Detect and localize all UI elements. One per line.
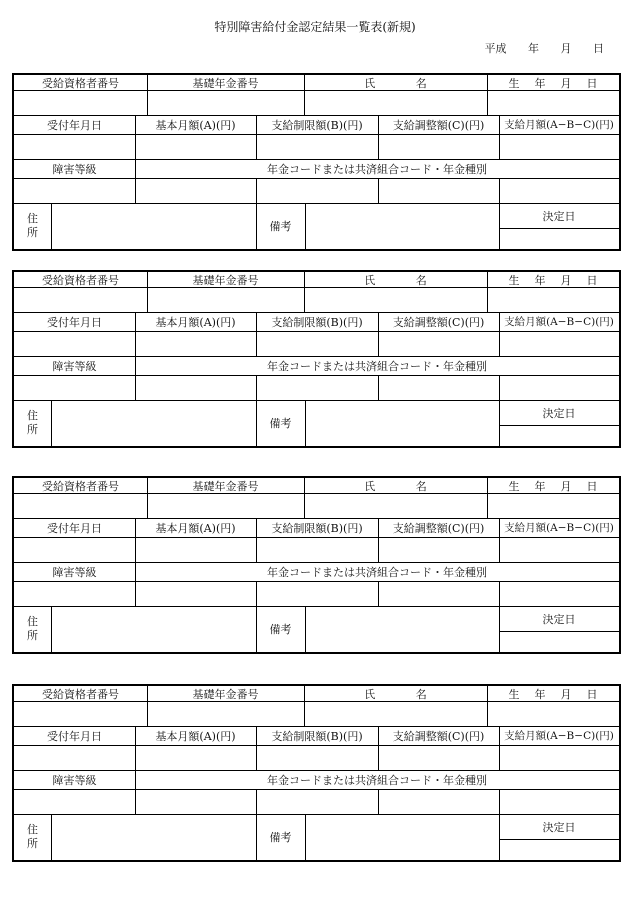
label-uketsuke: 受付年月日: [47, 118, 102, 132]
seigen-field[interactable]: [256, 537, 378, 562]
nenkin-code-field-3[interactable]: [378, 581, 499, 606]
label-sho: 所: [27, 423, 38, 436]
label-seigen: 支給制限額(B)(円): [271, 315, 363, 329]
seigen-field[interactable]: [256, 745, 378, 770]
jukyu-number-field[interactable]: [14, 287, 147, 312]
jukyu-number-field[interactable]: [14, 90, 147, 115]
label-address: [14, 606, 51, 652]
kihon-field[interactable]: [135, 134, 256, 159]
label-name: [304, 272, 487, 287]
kettei-field[interactable]: [499, 425, 619, 446]
shogai-field[interactable]: [14, 581, 135, 606]
shogai-field[interactable]: [14, 375, 135, 400]
label-kihon: 基本月額(A)(円): [155, 118, 236, 132]
label-birth-day: 日: [586, 479, 598, 493]
record-block: [12, 684, 621, 862]
label-chosei: 支給調整額(C)(円): [392, 315, 485, 329]
label-shogai: 障害等級: [52, 162, 97, 176]
nenkin-code-field-2[interactable]: [256, 581, 378, 606]
uketsuke-field[interactable]: [14, 745, 135, 770]
label-birthdate: [487, 478, 619, 493]
label-birth-sei: 生: [508, 479, 520, 493]
label-uketsuke: 受付年月日: [47, 521, 102, 535]
kettei-field[interactable]: [499, 839, 619, 860]
label-ju: 住: [27, 212, 38, 225]
label-birth-day: 日: [586, 273, 598, 287]
label-birth-sei: 生: [508, 76, 520, 90]
seigen-field[interactable]: [256, 331, 378, 356]
label-birth-year: 年: [534, 76, 546, 90]
jukyu-number-field[interactable]: [14, 701, 147, 726]
kihon-field[interactable]: [135, 745, 256, 770]
label-birth-month: 月: [560, 479, 572, 493]
nenkin-code-field-3[interactable]: [378, 178, 499, 203]
label-shikyu: 支給月額(A−B−C)(円): [504, 119, 614, 131]
label-nenkin-code: 年金コードまたは共済組合コード・年金種別: [267, 162, 487, 176]
uketsuke-field[interactable]: [14, 537, 135, 562]
label-uketsuke: 受付年月日: [47, 315, 102, 329]
chosei-field[interactable]: [378, 134, 499, 159]
label-kiso-nenkin: 基礎年金番号: [192, 687, 259, 701]
nenkin-code-field-2[interactable]: [256, 789, 378, 814]
nenkin-code-field-4[interactable]: [499, 581, 619, 606]
label-shogai: 障害等級: [52, 565, 97, 579]
label-birthdate: [487, 272, 619, 287]
label-kihon: 基本月額(A)(円): [155, 521, 236, 535]
chosei-field[interactable]: [378, 537, 499, 562]
label-jukyu-number: 受給資格者番号: [42, 273, 119, 287]
biko-field[interactable]: [305, 814, 499, 860]
label-seigen: 支給制限額(B)(円): [271, 118, 363, 132]
label-jukyu-number: 受給資格者番号: [42, 479, 119, 493]
uketsuke-field[interactable]: [14, 331, 135, 356]
label-birth-year: 年: [534, 479, 546, 493]
date-era: 平成: [484, 42, 507, 55]
label-shogai: 障害等級: [52, 773, 97, 787]
document-title: 特別障害給付金認定結果一覧表(新規): [214, 20, 416, 34]
label-nenkin-code: 年金コードまたは共済組合コード・年金種別: [267, 359, 487, 373]
label-kiso-nenkin: 基礎年金番号: [192, 76, 259, 90]
label-chosei: 支給調整額(C)(円): [392, 729, 485, 743]
biko-field[interactable]: [305, 606, 499, 652]
label-kiso-nenkin: 基礎年金番号: [192, 273, 259, 287]
name-field[interactable]: [304, 493, 487, 518]
label-jukyu-number: 受給資格者番号: [42, 687, 119, 701]
label-birth-month: 月: [560, 273, 572, 287]
label-biko: 備考: [269, 623, 292, 636]
kiso-nenkin-field[interactable]: [147, 701, 304, 726]
address-field[interactable]: [51, 203, 256, 249]
date-day: 日: [593, 42, 604, 55]
shogai-field[interactable]: [14, 178, 135, 203]
name-field[interactable]: [304, 701, 487, 726]
label-biko: 備考: [269, 220, 292, 233]
shikyu-field[interactable]: [499, 331, 619, 356]
biko-field[interactable]: [305, 203, 499, 249]
name-field[interactable]: [304, 90, 487, 115]
label-kettei: 決定日: [542, 209, 576, 223]
birthdate-field[interactable]: [487, 493, 619, 518]
seigen-field[interactable]: [256, 134, 378, 159]
label-chosei: 支給調整額(C)(円): [392, 521, 485, 535]
address-field[interactable]: [51, 400, 256, 446]
nenkin-code-field-4[interactable]: [499, 178, 619, 203]
label-mei: 名: [415, 273, 427, 287]
label-name: [304, 478, 487, 493]
date-year: 年: [528, 42, 539, 55]
label-biko: 備考: [269, 831, 292, 844]
label-mei: 名: [415, 687, 427, 701]
document-date: [473, 40, 605, 56]
label-shi: 氏: [364, 479, 376, 493]
label-address: [14, 814, 51, 860]
nenkin-code-field-3[interactable]: [378, 375, 499, 400]
label-ju: 住: [27, 823, 38, 836]
birthdate-field[interactable]: [487, 90, 619, 115]
nenkin-code-field-4[interactable]: [499, 375, 619, 400]
kihon-field[interactable]: [135, 537, 256, 562]
label-shikyu: 支給月額(A−B−C)(円): [504, 316, 614, 328]
label-biko: 備考: [269, 417, 292, 430]
kihon-field[interactable]: [135, 331, 256, 356]
kiso-nenkin-field[interactable]: [147, 90, 304, 115]
kettei-field[interactable]: [499, 228, 619, 249]
kettei-field[interactable]: [499, 631, 619, 652]
label-birth-month: 月: [560, 687, 572, 701]
label-birth-month: 月: [560, 76, 572, 90]
kiso-nenkin-field[interactable]: [147, 493, 304, 518]
address-field[interactable]: [51, 814, 256, 860]
chosei-field[interactable]: [378, 745, 499, 770]
label-shogai: 障害等級: [52, 359, 97, 373]
kiso-nenkin-field[interactable]: [147, 287, 304, 312]
label-seigen: 支給制限額(B)(円): [271, 729, 363, 743]
label-name: [304, 686, 487, 701]
shikyu-field[interactable]: [499, 134, 619, 159]
shikyu-field[interactable]: [499, 537, 619, 562]
label-kihon: 基本月額(A)(円): [155, 729, 236, 743]
nenkin-code-field-1[interactable]: [135, 375, 256, 400]
label-shi: 氏: [364, 687, 376, 701]
label-birth-sei: 生: [508, 273, 520, 287]
label-jukyu-number: 受給資格者番号: [42, 76, 119, 90]
label-birthdate: [487, 75, 619, 90]
label-birth-year: 年: [534, 273, 546, 287]
label-birth-day: 日: [586, 76, 598, 90]
label-kettei: 決定日: [542, 820, 576, 834]
label-address: [14, 400, 51, 446]
label-birthdate: [487, 686, 619, 701]
label-shikyu: 支給月額(A−B−C)(円): [504, 730, 614, 742]
label-ju: 住: [27, 615, 38, 628]
label-mei: 名: [415, 479, 427, 493]
birthdate-field[interactable]: [487, 701, 619, 726]
nenkin-code-field-1[interactable]: [135, 789, 256, 814]
shikyu-field[interactable]: [499, 745, 619, 770]
label-shi: 氏: [364, 76, 376, 90]
nenkin-code-field-2[interactable]: [256, 375, 378, 400]
label-uketsuke: 受付年月日: [47, 729, 102, 743]
label-birth-day: 日: [586, 687, 598, 701]
label-kiso-nenkin: 基礎年金番号: [192, 479, 259, 493]
label-ju: 住: [27, 409, 38, 422]
date-month: 月: [560, 42, 572, 55]
biko-field[interactable]: [305, 400, 499, 446]
label-shikyu: 支給月額(A−B−C)(円): [504, 522, 614, 534]
label-name: [304, 75, 487, 90]
label-seigen: 支給制限額(B)(円): [271, 521, 363, 535]
record-block: [12, 270, 621, 448]
label-chosei: 支給調整額(C)(円): [392, 118, 485, 132]
nenkin-code-field-4[interactable]: [499, 789, 619, 814]
label-address: [14, 203, 51, 249]
nenkin-code-field-1[interactable]: [135, 178, 256, 203]
label-kettei: 決定日: [542, 406, 576, 420]
shogai-field[interactable]: [14, 789, 135, 814]
label-kihon: 基本月額(A)(円): [155, 315, 236, 329]
label-nenkin-code: 年金コードまたは共済組合コード・年金種別: [267, 565, 487, 579]
jukyu-number-field[interactable]: [14, 493, 147, 518]
nenkin-code-field-2[interactable]: [256, 178, 378, 203]
address-field[interactable]: [51, 606, 256, 652]
uketsuke-field[interactable]: [14, 134, 135, 159]
label-nenkin-code: 年金コードまたは共済組合コード・年金種別: [267, 773, 487, 787]
label-sho: 所: [27, 837, 38, 850]
name-field[interactable]: [304, 287, 487, 312]
chosei-field[interactable]: [378, 331, 499, 356]
label-sho: 所: [27, 226, 38, 239]
label-kettei: 決定日: [542, 612, 576, 626]
nenkin-code-field-1[interactable]: [135, 581, 256, 606]
birthdate-field[interactable]: [487, 287, 619, 312]
label-sho: 所: [27, 629, 38, 642]
label-birth-year: 年: [534, 687, 546, 701]
nenkin-code-field-3[interactable]: [378, 789, 499, 814]
label-mei: 名: [415, 76, 427, 90]
record-block: [12, 476, 621, 654]
label-birth-sei: 生: [508, 687, 520, 701]
label-shi: 氏: [364, 273, 376, 287]
record-block: [12, 73, 621, 251]
